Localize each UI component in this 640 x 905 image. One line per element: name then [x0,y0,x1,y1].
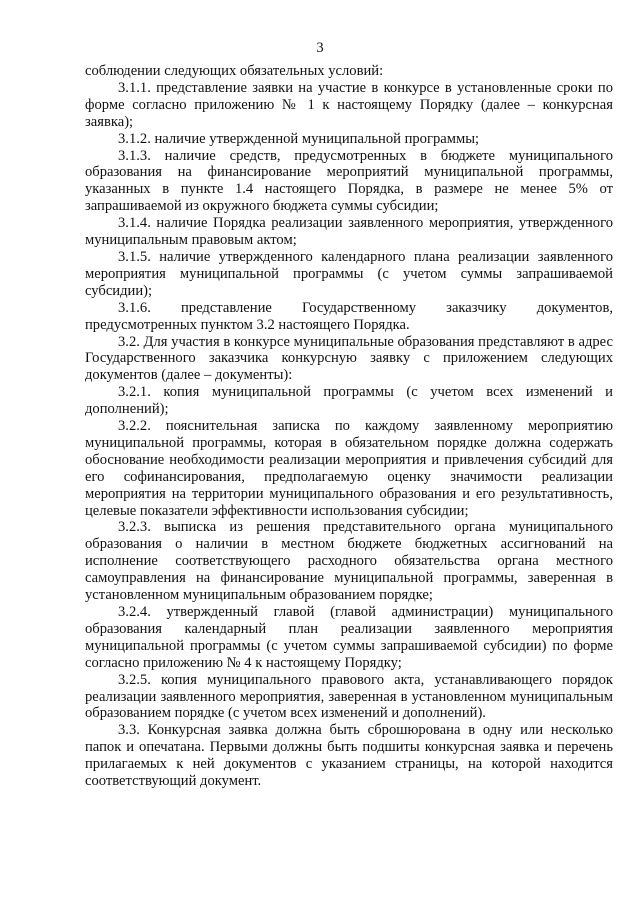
paragraph-intro: соблюдении следующих обязательных условий: [85,63,384,79]
paragraph-3-1-2: 3.1.2. наличие утвержденной муниципальной программы; [118,130,480,147]
paragraph-3-1-6: 3.1.6. представление Государственному заказчику документов, предусмотренных пунктом 3.2 настоящего Порядка. [85,299,613,333]
paragraph-3-2-2: 3.2.2. пояснительная записка по каждому заявленному мероприятию муниципальной программы, которая в обязательном порядке должна содержать обоснование необходимости реализации мероприятия и привлечения субсидий для его софинансирования, предполагаемую оценку значимости реализации мероприятия на территории муниципального образования и его результативность, целевые показатели эффективности использования субсидии; [85,418,613,519]
paragraph-3-1-4: 3.1.4. наличие Порядка реализации заявленного мероприятия, утвержденного муниципальным правовым актом; [85,215,613,249]
document-body [85,63,613,790]
paragraph-3-2-3: 3.2.3. выписка из решения представительного органа муниципального образования о наличии в местном бюджете бюджетных ассигнований на исполнение соответствующего расходного обязательства органа местного самоуправления на финансирование муниципальной программы, заверенная в установленном муниципальным образованием порядке; [85,519,613,604]
paragraph-3-1-3: 3.1.3. наличие средств, предусмотренных в бюджете муниципального образования на финансирование мероприятий муниципальной программы, указанных в пункте 1.4 настоящего Порядка, в размере не менее 5% от запрашиваемой из окружного бюджета суммы субсидии; [85,147,613,215]
paragraph-3-2-5: 3.2.5. копия муниципального правового акта, устанавливающего порядок реализации заявленного мероприятия, заверенная в установленном муниципальным образованием порядке (с учетом всех изменений и дополнений). [85,671,613,722]
paragraph-3-3: 3.3. Конкурсная заявка должна быть сброшюрована в одну или несколько папок и опечатана. Первыми должны быть подшиты конкурсная заявка и перечень прилагаемых к ней документов с указанием страницы, на которой находится соответствующий документ. [85,722,613,790]
paragraph-3-1-1: 3.1.1. представление заявки на участие в конкурсе в установленные сроки по форме согласно приложению № 1 к настоящему Порядку (далее – конкурсная заявка); [85,79,613,130]
paragraph-3-2-4: 3.2.4. утвержденный главой (главой администрации) муниципального образования календарный план реализации заявленного мероприятия муниципальной программы (с учетом суммы запрашиваемой субсидии) по форме согласно приложению № 4 к настоящему Порядку; [85,604,613,671]
paragraph-3-2: 3.2. Для участия в конкурсе муниципальные образования представляют в адрес Государственного заказчика конкурсную заявку с приложением следующих документов (далее – документы): [85,333,613,384]
paragraph-3-2-1: 3.2.1. копия муниципальной программы (с учетом всех изменений и дополнений); [85,384,613,418]
paragraph-3-1-5: 3.1.5. наличие утвержденного календарного плана реализации заявленного мероприятия муниципальной программы (с учетом суммы запрашиваемой субсидии); [85,248,613,299]
page-number: 3 [316,40,324,56]
